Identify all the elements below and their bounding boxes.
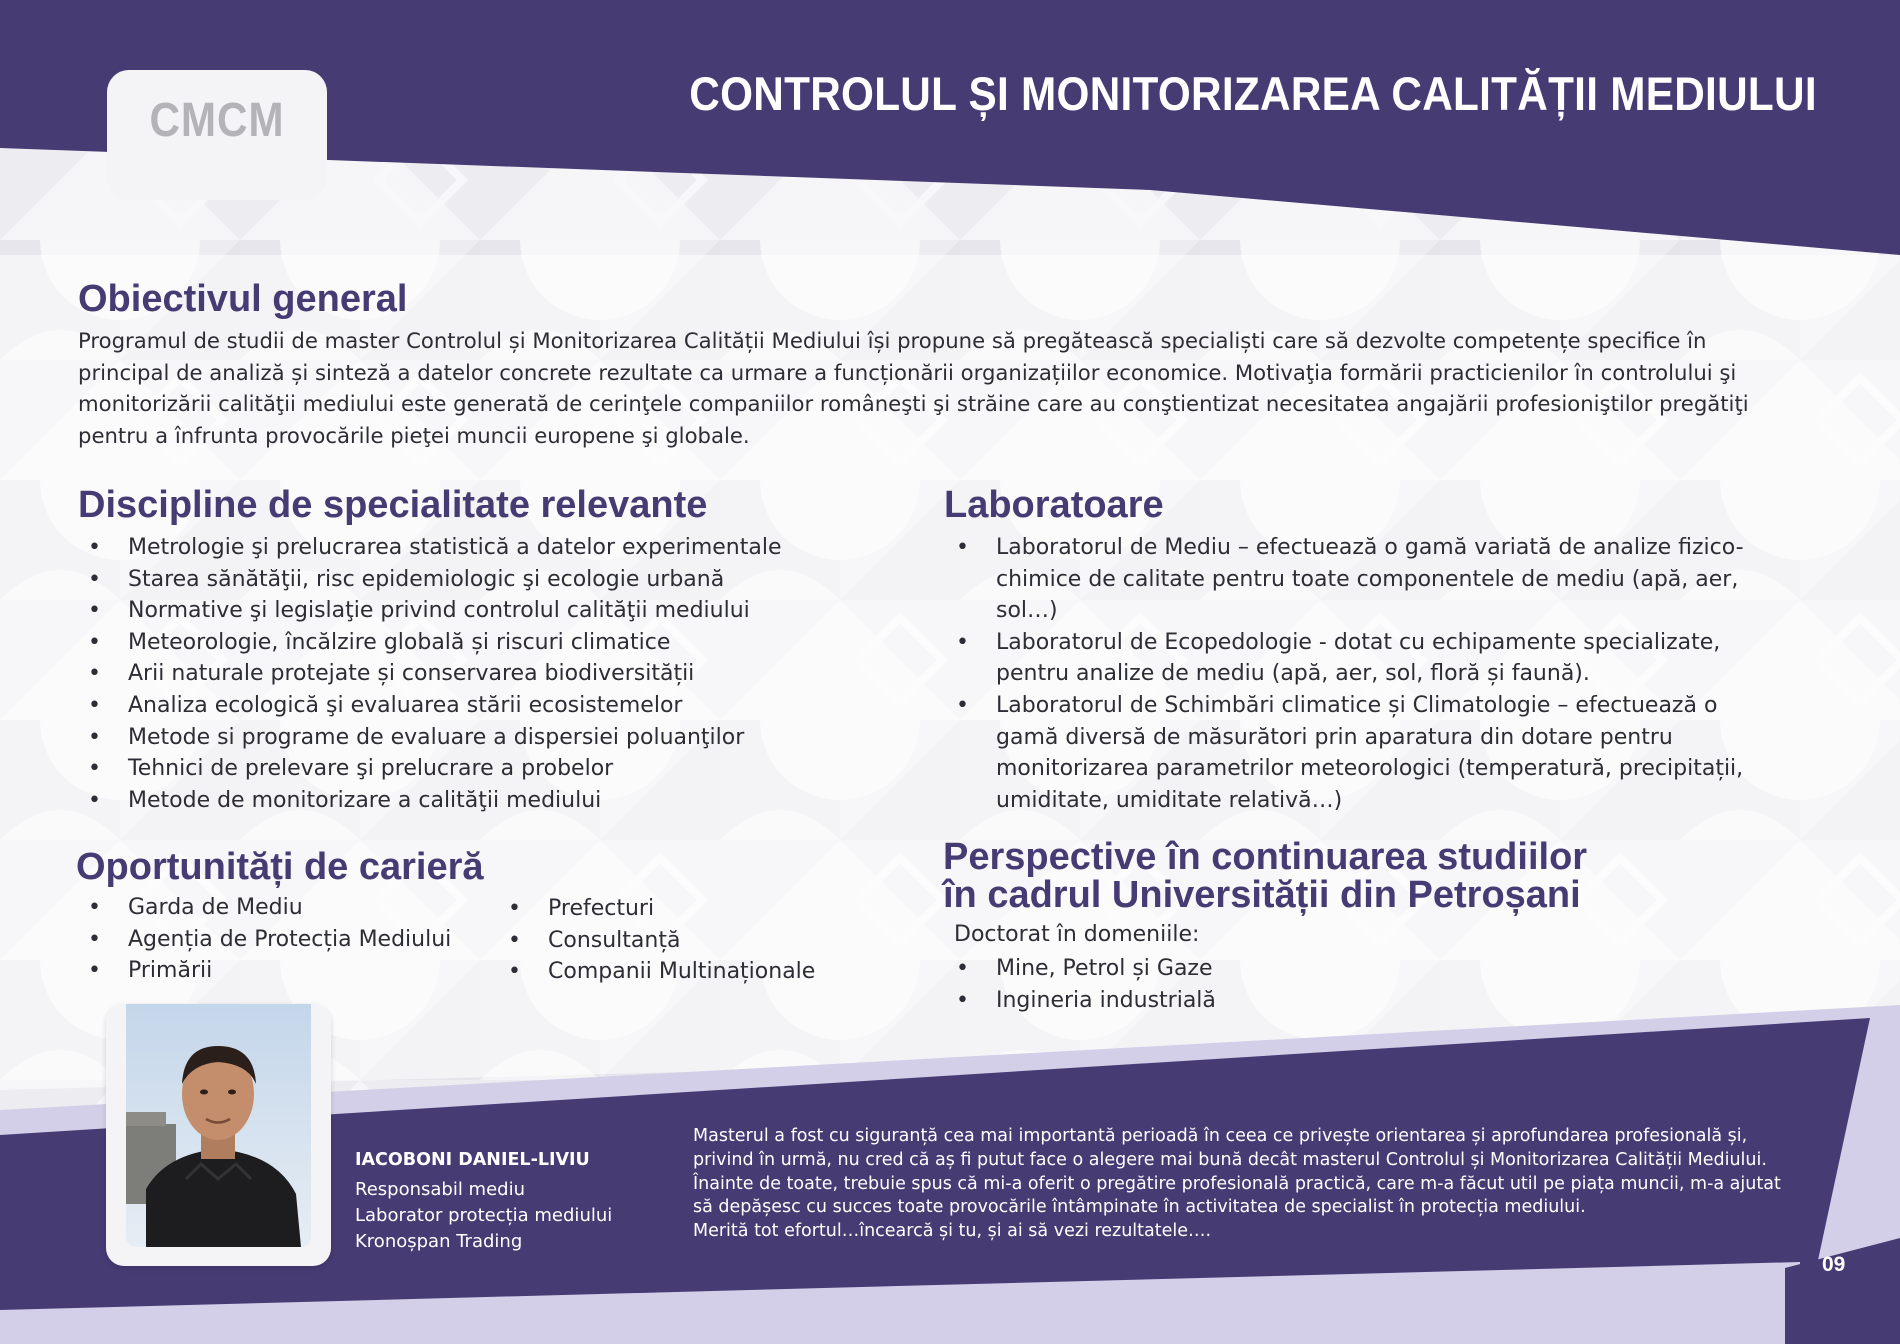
career-item: • Prefecturi: [498, 893, 815, 925]
careers-list-right: [498, 893, 815, 988]
discipline-item: • Starea sănătăţii, risc epidemiologic şi ecologie urbană: [78, 564, 781, 596]
labs-heading: Laboratoare: [944, 484, 1164, 526]
career-item: • Primării: [78, 955, 451, 987]
objectives-line: Programul de studii de master Controlul și Monitorizarea Calității Mediului își propune să pregătească specialiști care să dezvolte competențe specifice în: [78, 328, 1707, 353]
perspectives-heading-line2: în cadrul Universității din Petroșani: [943, 874, 1581, 916]
page-title: CONTROLUL ȘI MONITORIZAREA CALITĂȚII MEDIULUI: [689, 67, 1817, 120]
lab-item: • Laboratorul de Schimbări climatice și Climatologie – efectuează o gamă diversă de măsurători prin aparatura din dotare pentru monitorizarea parametrilor meteorologici (temperatură, precipitații, umiditate, umiditate relativă…): [946, 690, 1746, 816]
disciplines-heading: Discipline de specialitate relevante: [78, 484, 708, 526]
quote-line: Înainte de toate, trebuie spus că mi-a oferit o pregătire profesională practică, care m-a făcut util pe piața muncii, m-a ajutat: [693, 1173, 1781, 1194]
career-item: • Consultanță: [498, 925, 815, 957]
discipline-item: • Tehnici de prelevare şi prelucrare a probelor: [78, 753, 781, 785]
discipline-item: • Normative şi legislaţie privind controlul calităţii mediului: [78, 595, 781, 627]
doctorate-item: • Ingineria industrială: [946, 985, 1216, 1017]
testimonial-roles: [355, 1177, 612, 1255]
testimonial-role-line: Responsabil mediu: [355, 1179, 525, 1200]
discipline-item: • Metrologie şi prelucrarea statistică a datelor experimentale: [78, 532, 781, 564]
program-code-tab: CMCM: [149, 93, 285, 147]
career-item: • Agenția de Protecția Mediului: [78, 924, 451, 956]
career-item: • Garda de Mediu: [78, 892, 451, 924]
testimonial-quote: [693, 1125, 1781, 1244]
discipline-item: • Metode de monitorizare a calităţii mediului: [78, 785, 781, 817]
quote-line: să depășesc cu succes toate provocările întâmpinate în activitatea de specialist în protecția mediului.: [693, 1197, 1586, 1218]
discipline-item: • Arii naturale protejate și conservarea biodiversității: [78, 658, 781, 690]
disciplines-list: [78, 532, 781, 816]
testimonial-photo: [126, 1004, 311, 1247]
discipline-item: • Meteorologie, încălzire globală și riscuri climatice: [78, 627, 781, 659]
objectives-paragraph: [78, 325, 1778, 451]
labs-list: [946, 532, 1746, 816]
testimonial-name: IACOBONI DANIEL-LIVIU: [355, 1150, 590, 1170]
discipline-item: • Analiza ecologică şi evaluarea stării ecosistemelor: [78, 690, 781, 722]
quote-line: Merită tot efortul…încearcă și tu, și ai să vezi rezultatele….: [693, 1221, 1212, 1242]
lab-item: • Laboratorul de Ecopedologie - dotat cu echipamente specializate, pentru analize de mediu (apă, aer, sol, floră și faună).: [946, 627, 1746, 690]
testimonial-photo-frame: [106, 1004, 331, 1266]
career-item: • Companii Multinaționale: [498, 956, 815, 988]
lab-item: • Laboratorul de Mediu – efectuează o gamă variată de analize fizico-chimice de calitate pentru toate componentele de mediu (apă, aer, sol…): [946, 532, 1746, 627]
quote-line: Masterul a fost cu siguranță cea mai importantă perioadă în ceea ce privește orientarea și aprofundarea profesională și,: [693, 1126, 1748, 1146]
page-number: 09: [1822, 1253, 1846, 1276]
quote-line: privind în urmă, nu cred că aș fi putut face o alegere mai bună decât masterul Controlul și Monitorizarea Calității Mediului.: [693, 1149, 1767, 1170]
doctorate-item: • Mine, Petrol și Gaze: [946, 953, 1216, 985]
testimonial-role-line: Laborator protecția mediului: [355, 1205, 613, 1226]
objectives-line: principal de analiză și sinteză a datelor concrete rezultate ca urmare a funcționării organizațiilor economice. Motivaţia formării practicienilor în controlului şi: [78, 359, 1737, 385]
objectives-heading: Obiectivul general: [78, 278, 408, 320]
testimonial-role-line: Kronoșpan Trading: [355, 1231, 523, 1252]
discipline-item: • Metode si programe de evaluare a dispersiei poluanţilor: [78, 722, 781, 754]
careers-list-left: [78, 892, 451, 987]
perspectives-list: [946, 953, 1216, 1016]
objectives-line: pentru a înfrunta provocările pieţei muncii europene şi globale.: [78, 422, 750, 448]
objectives-line: monitorizării calităţii mediului este generată de cerinţele companiilor româneşti şi străine care au conştientizat necesitatea angajării profesioniştilor pregătiţi: [78, 391, 1749, 416]
perspectives-intro: Doctorat în domeniile:: [954, 922, 1200, 947]
careers-heading: Oportunități de carieră: [76, 846, 484, 888]
perspectives-heading-line1: Perspective în continuarea studiilor: [943, 836, 1588, 878]
